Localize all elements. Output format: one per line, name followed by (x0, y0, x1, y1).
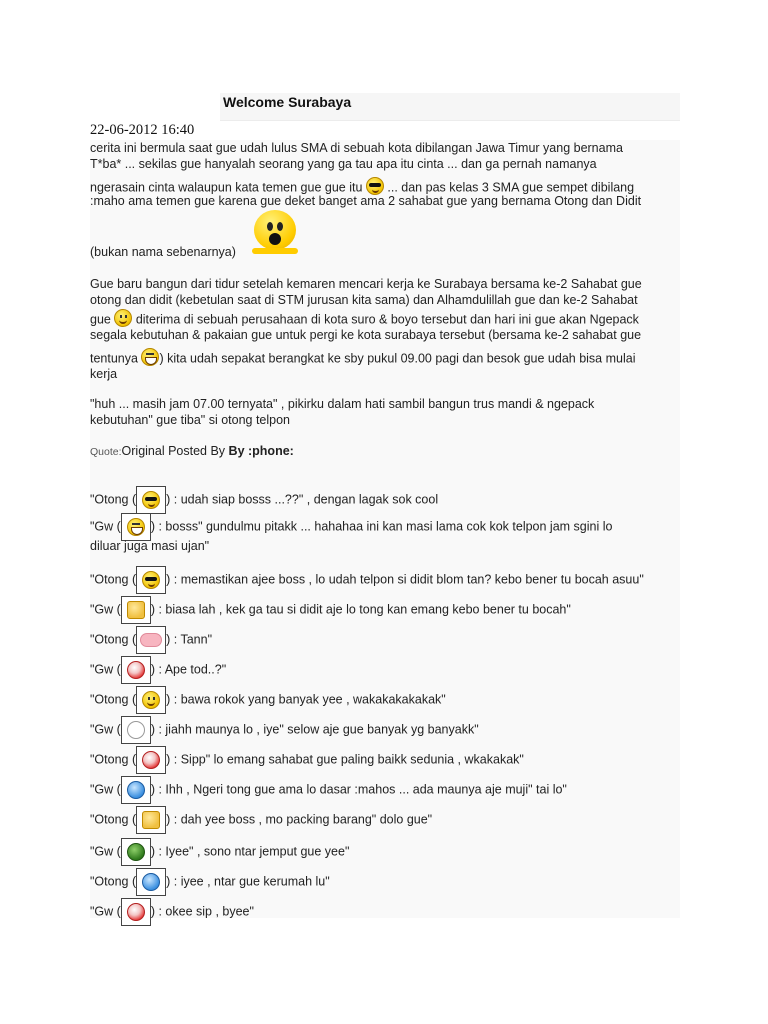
dialog-line (90, 746, 524, 774)
dialog-text: ) : bawa rokok yang banyak yee , wakakakakakak" (166, 692, 446, 707)
dialog-speaker: "Gw ( (90, 519, 121, 534)
dialog-speaker: "Otong ( (90, 874, 137, 889)
dialog-speaker: "Otong ( (90, 492, 137, 507)
doodle-emoticon-icon (121, 716, 151, 744)
para-text: gue (90, 312, 111, 327)
dialog-speaker: "Gw ( (90, 904, 121, 919)
wave-emoticon-icon (121, 596, 151, 624)
dialog-speaker: "Gw ( (90, 782, 121, 797)
laugh-emoticon-icon (136, 746, 166, 774)
wave-emoticon-icon (136, 806, 166, 834)
dialog-speaker: "Otong ( (90, 752, 137, 767)
intro-line: T*ba* ... sekilas gue hanyalah seorang yang ga tau apa itu cinta ... dan ga pernah namanya (90, 157, 597, 171)
dialog-line (90, 513, 612, 541)
intro-text: ... dan pas kelas 3 SMA gue sempet dibilang (387, 180, 635, 195)
dialog-text: ) : Sipp" lo emang sahabat gue paling baikk sedunia , wkakakak" (166, 752, 524, 767)
dialog-line (90, 596, 571, 624)
dialog-line (90, 776, 567, 804)
post-date: 22-06-2012 16:40 (90, 122, 195, 138)
dialog-line (90, 686, 446, 714)
dialog-text: ) : dah yee boss , mo packing barang" dolo gue" (166, 812, 433, 827)
post-title: Welcome Surabaya (220, 93, 680, 121)
green-helmet-emoticon-icon (121, 838, 151, 866)
grin-emoticon-icon (121, 513, 151, 541)
intro-line: (bukan nama sebenarnya) (90, 245, 236, 259)
dialog-speaker: "Gw ( (90, 662, 121, 677)
dialog-text: ) : Iyee" , sono ntar jemput gue yee" (150, 844, 350, 859)
cool-emoticon-icon (136, 566, 166, 594)
dialog-line (90, 838, 349, 866)
blue-wink-emoticon-icon (136, 868, 166, 896)
laugh-emoticon-icon (121, 656, 151, 684)
para-line: Gue baru bangun dari tidur setelah kemaren mencari kerja ke Surabaya bersama ke-2 Sahabat gue (90, 277, 642, 291)
dialog-line (90, 656, 226, 684)
dialog-text: ) : Tann" (166, 632, 213, 647)
para-text: tentunya (90, 351, 138, 366)
blue-scared-emoticon-icon (121, 776, 151, 804)
dialog-text: ) : okee sip , byee" (150, 904, 254, 919)
dialog-speaker: "Otong ( (90, 572, 137, 587)
para-line (90, 348, 635, 370)
dialog-text: ) : biasa lah , kek ga tau si didit aje lo tong kan emang kebo bener tu bocah" (150, 602, 571, 617)
para-line: kerja (90, 367, 118, 381)
intro-line: :maho ama temen gue karena gue deket banget ama 2 sahabat gue yang bernama Otong dan Didit (90, 194, 642, 208)
dialog-text: ) : iyee , ntar gue kerumah lu" (166, 874, 330, 889)
para-text: ) kita udah sepakat berangkat ke sby pukul 09.00 pagi dan besok gue udah bisa mulai (159, 351, 636, 366)
intro-line: cerita ini bermula saat gue udah lulus SMA di sebuah kota dibilangan Jawa Timur yang bernama (90, 141, 623, 155)
dialog-speaker: "Gw ( (90, 602, 121, 617)
post-content (90, 140, 680, 918)
dialog-line (90, 716, 479, 744)
dialog-text: ) : memastikan ajee boss , lo udah telpon si didit blom tan? kebo bener tu bocah asuu" (166, 572, 644, 587)
para-line: kebutuhan" gue tiba" si otong telpon (90, 413, 290, 427)
quote-header (90, 443, 294, 460)
dialog-text: ) : Ihh , Ngeri tong gue ama lo dasar :mahos ... ada maunya aje muji" tai lo" (150, 782, 567, 797)
smile-emoticon-icon (136, 686, 166, 714)
dialog-text: ) : jiahh maunya lo , iye" selow aje gue banyak yg banyakk" (150, 722, 479, 737)
dialog-line (90, 806, 432, 834)
dialog-line-continued: diluar juga masi ujan" (90, 539, 210, 553)
dialog-line (90, 868, 330, 896)
laugh-emoticon-icon (121, 898, 151, 926)
cool-emoticon-icon (136, 486, 166, 514)
dialog-speaker: "Otong ( (90, 692, 137, 707)
dialog-line (90, 486, 438, 514)
dialog-speaker: "Gw ( (90, 844, 121, 859)
pink-blush-emoticon-icon (136, 626, 166, 654)
dialog-speaker: "Gw ( (90, 722, 121, 737)
para-line: otong dan didit (kebetulan saat di STM jurusan kita sama) dan Alhamdulillah gue dan ke-2 Sahabat (90, 293, 638, 307)
dialog-text: ) : bosss" gundulmu pitakk ... hahahaa ini kan masi lama cok kok telpon jam sgini lo (150, 519, 613, 534)
dialog-text: ) : udah siap bosss ...??" , dengan lagak sok cool (166, 492, 439, 507)
para-text: diterima di sebuah perusahaan di kota suro & boyo tersebut dan hari ini gue akan Ngepack (135, 312, 639, 327)
quote-label: Quote: (90, 446, 122, 458)
para-line: segala kebutuhan & pakaian gue untuk pergi ke kota surabaya tersebut (bersama ke-2 sahabat gue (90, 328, 642, 342)
dialog-speaker: "Otong ( (90, 632, 137, 647)
dialog-line (90, 626, 212, 654)
dialog-text: ) : Ape tod..?" (150, 662, 227, 677)
grin-emoticon-icon (141, 348, 159, 370)
quote-original: Original Posted By (121, 444, 226, 458)
shouting-emoticon-icon (252, 210, 298, 258)
dialog-speaker: "Otong ( (90, 812, 137, 827)
dialog-line (90, 898, 254, 926)
intro-text: ngerasain cinta walaupun kata temen gue gue itu (90, 180, 363, 195)
dialog-line (90, 566, 644, 594)
para-line: "huh ... masih jam 07.00 ternyata" , pikirku dalam hati sambil bangun trus mandi & ngepack (90, 397, 595, 411)
quote-author: By :phone: (228, 444, 294, 458)
